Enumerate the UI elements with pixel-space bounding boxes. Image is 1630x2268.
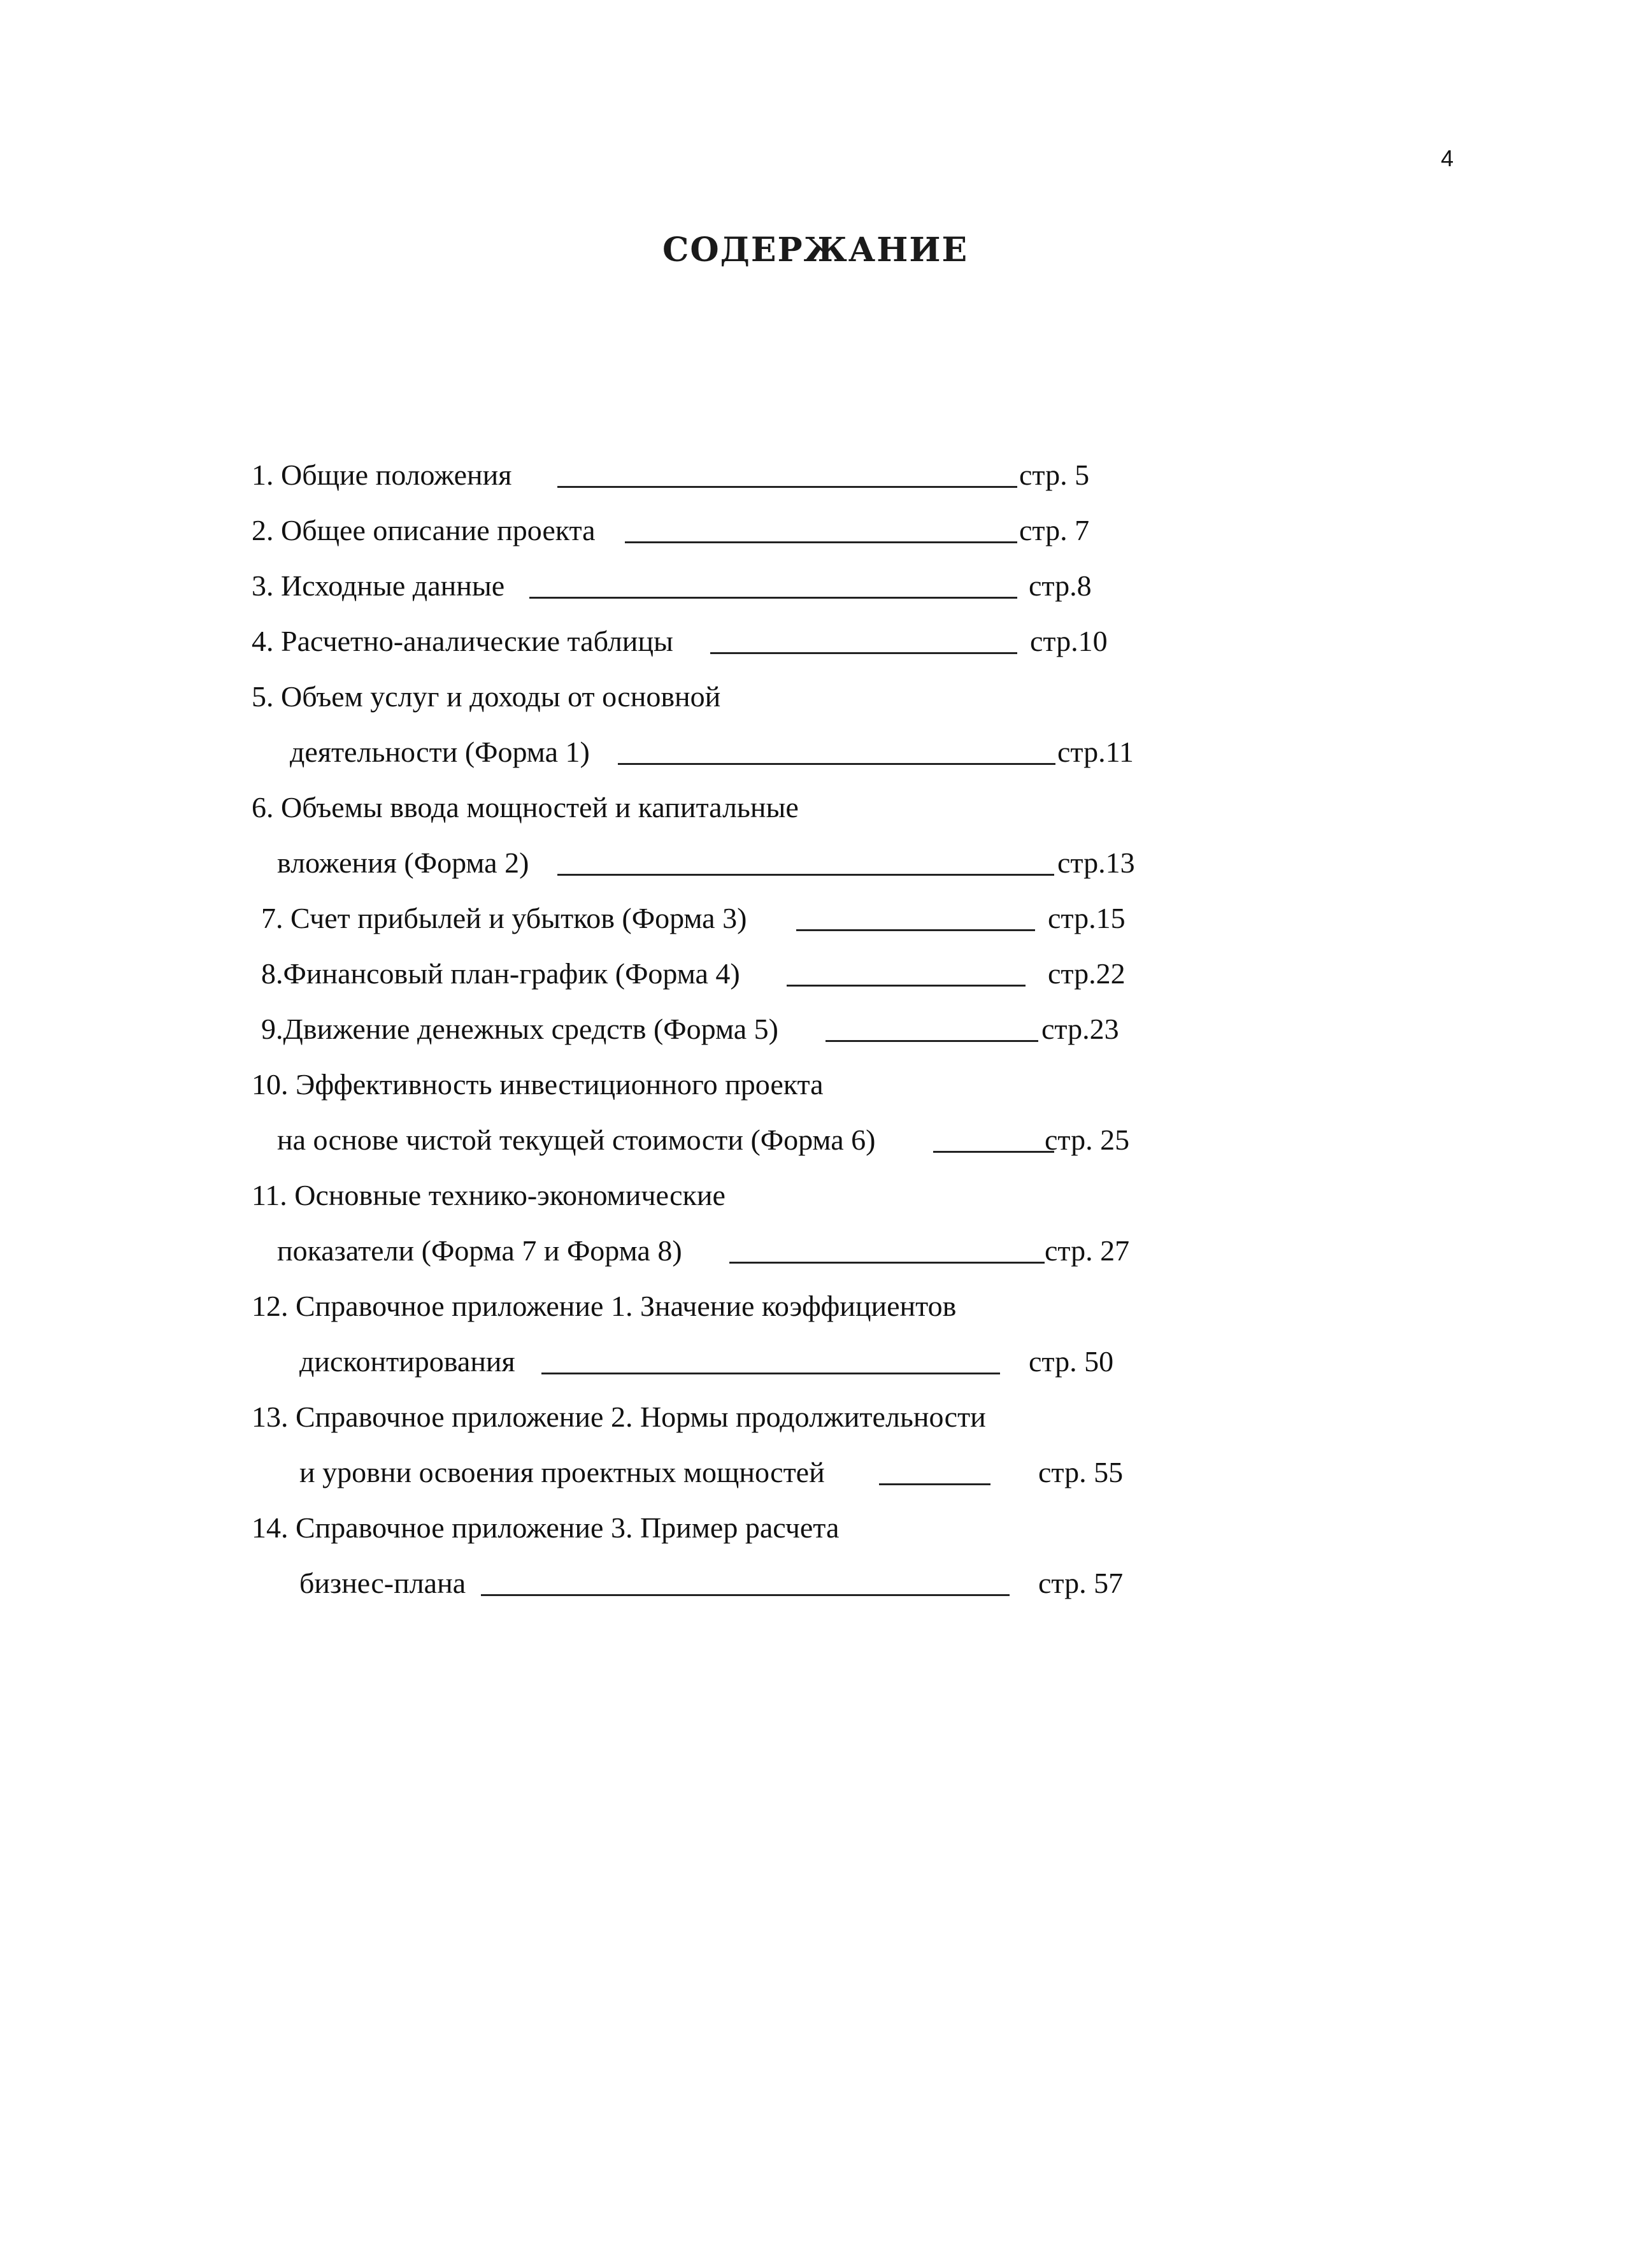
toc-entry-text: 4. Расчетно-аналические таблицы [252,625,673,657]
toc-entry-text: 13. Справочное приложение 2. Нормы продолжительности [252,1401,986,1433]
toc-leader-line [541,1373,1000,1374]
toc-entry[interactable] [277,1121,1169,1159]
toc-entry-text: 1. Общие положения [252,459,512,491]
toc-entry[interactable] [261,1010,1153,1048]
toc-page-ref: стр.23 [1041,1013,1119,1045]
toc-entry[interactable] [261,899,1153,938]
toc-leader-line [796,929,1035,931]
toc-entry[interactable] [252,622,1143,660]
toc-entry-text: 5. Объем услуг и доходы от основной [252,680,721,713]
page-number: 4 [1441,145,1454,171]
toc-entry-heading [252,788,1143,827]
toc-entry-text: 10. Эффективность инвестиционного проекта [252,1068,824,1101]
toc-entry[interactable] [290,733,1182,771]
toc-entry[interactable] [277,844,1169,882]
toc-page-ref: стр.13 [1057,846,1135,879]
toc-leader-line [729,1262,1045,1264]
toc-title: СОДЕРЖАНИЕ [662,231,969,269]
toc-page-ref: стр. 27 [1045,1234,1130,1267]
toc-page-ref: стр.8 [1029,569,1092,602]
toc-entry[interactable] [299,1453,1191,1492]
toc-entry[interactable] [277,1232,1169,1270]
toc-entry-text: 8.Финансовый план-график (Форма 4) [261,957,740,990]
toc-entry[interactable] [252,567,1143,605]
toc-leader-line [879,1483,990,1485]
toc-entry-text: 12. Справочное приложение 1. Значение коэффициентов [252,1290,957,1322]
toc-entry-text: и уровни освоения проектных мощностей [299,1456,825,1488]
toc-entry-text: 7. Счет прибылей и убытков (Форма 3) [261,902,747,934]
toc-entry[interactable] [299,1564,1191,1602]
toc-page-ref: стр. 7 [1019,514,1090,546]
toc-entry[interactable] [261,955,1153,993]
toc-entry[interactable] [252,456,1143,494]
toc-entry-text: 11. Основные технико-экономические [252,1179,726,1211]
toc-entry-heading [252,1176,1143,1215]
toc-entry-text: 9.Движение денежных средств (Форма 5) [261,1013,778,1045]
toc-entry-text: дисконтирования [299,1345,515,1378]
toc-leader-line [557,874,1054,876]
toc-page-ref: стр. 55 [1038,1456,1124,1488]
toc-entry-text: вложения (Форма 2) [277,846,529,879]
toc-entry-text: показатели (Форма 7 и Форма 8) [277,1234,682,1267]
toc-entry-text: деятельности (Форма 1) [290,736,590,768]
toc-entry-text: бизнес-плана [299,1567,466,1599]
toc-page-ref: стр.22 [1048,957,1126,990]
toc-leader-line [826,1040,1038,1042]
toc-entry-heading [252,1398,1143,1436]
toc-leader-line [933,1151,1054,1153]
toc-entry-heading [252,1066,1143,1104]
toc-entry-heading [252,1287,1143,1325]
toc-page-ref: стр. 5 [1019,459,1090,491]
toc-entry-text: 3. Исходные данные [252,569,505,602]
toc-entry[interactable] [252,511,1143,550]
toc-entry[interactable] [299,1343,1191,1381]
toc-leader-line [618,763,1055,765]
toc-page-ref: стр.10 [1030,625,1108,657]
toc-leader-line [481,1594,1010,1596]
toc-page-ref: стр.11 [1057,736,1134,768]
toc-leader-line [710,652,1017,654]
toc-page-ref: стр. 25 [1045,1123,1130,1156]
toc-page-ref: стр.15 [1048,902,1126,934]
toc-leader-line [529,597,1017,599]
toc-leader-line [557,486,1017,488]
toc-page-ref: стр. 57 [1038,1567,1124,1599]
toc-entry-heading [252,678,1143,716]
toc-entry-heading [252,1509,1143,1547]
toc-leader-line [625,541,1017,543]
toc-leader-line [787,985,1026,987]
toc-page-ref: стр. 50 [1029,1345,1114,1378]
toc-entry-text: на основе чистой текущей стоимости (Форма 6) [277,1123,876,1156]
toc-entry-text: 2. Общее описание проекта [252,514,596,546]
toc-entry-text: 14. Справочное приложение 3. Пример расчета [252,1511,840,1544]
toc-entry-text: 6. Объемы ввода мощностей и капитальные [252,791,799,824]
